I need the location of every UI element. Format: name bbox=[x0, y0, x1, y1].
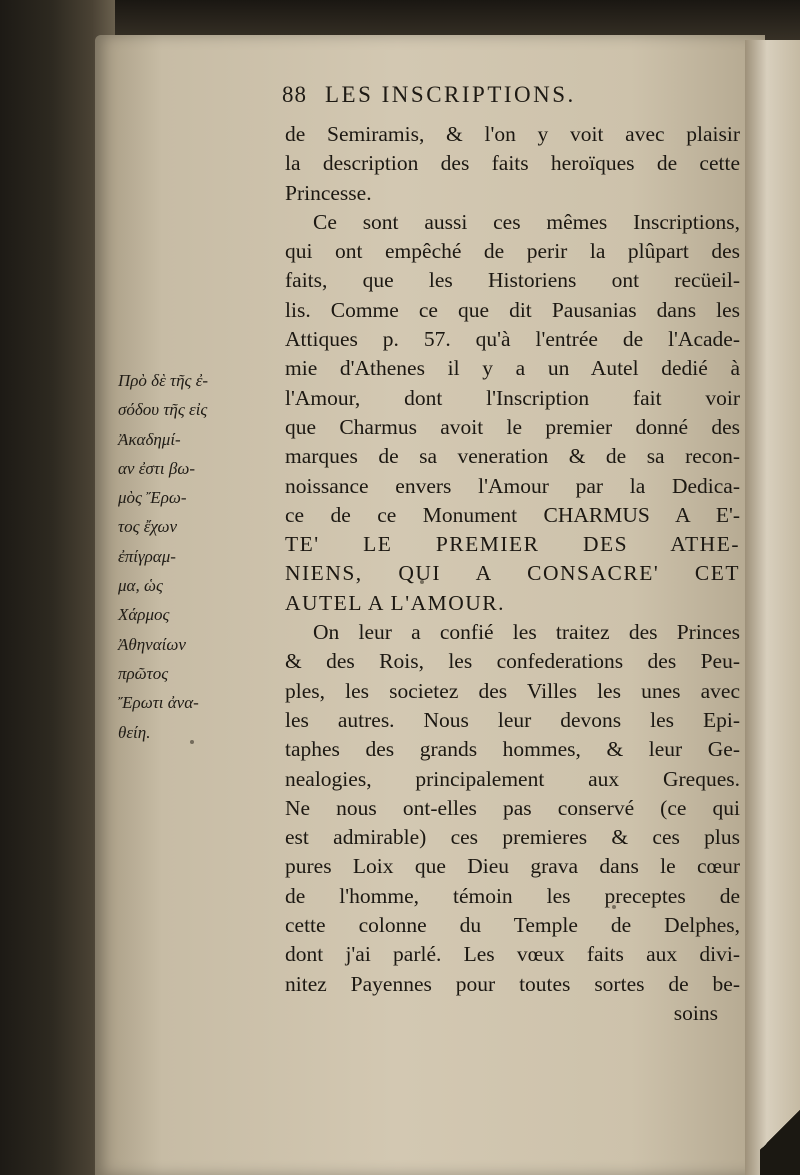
text-line: ce de ce Monument CHARMUS A E'- bbox=[285, 502, 740, 527]
margin-note-line: μὸς Ἔρω- bbox=[118, 488, 187, 508]
text-line: nitez Payennes pour toutes sortes de be- bbox=[285, 971, 740, 996]
margin-note-line: πρῶτος bbox=[118, 663, 169, 683]
text-line: dont j'ai parlé. Les vœux faits aux divi- bbox=[285, 942, 740, 967]
running-title: LES INSCRIPTIONS. bbox=[325, 82, 576, 107]
text-line: est admirable) ces premieres & ces plus bbox=[285, 825, 740, 850]
text-line: de Semiramis, & l'on y voit avec plaisir bbox=[285, 122, 740, 146]
text-line: TE' LE PREMIER DES ATHE- bbox=[285, 532, 740, 557]
margin-note-line: τος ἔχων bbox=[118, 517, 178, 537]
margin-note-line: αν ἐστι βω- bbox=[118, 458, 195, 478]
text-line: nealogies, principalement aux Greques. bbox=[285, 766, 740, 791]
main-text-block bbox=[285, 120, 740, 1028]
margin-note-line: Χάρμος bbox=[118, 605, 170, 625]
text-line: que Charmus avoit le premier donné des bbox=[285, 414, 740, 439]
page-corner-shadow bbox=[760, 1085, 800, 1175]
text-line: marques de sa veneration & de sa recon- bbox=[285, 444, 740, 469]
text-line: l'Amour, dont l'Inscription fait voir bbox=[285, 385, 740, 410]
margin-note-line: Ἔρωτι ἀνα- bbox=[118, 693, 199, 713]
margin-note-line: μα, ὡς bbox=[118, 576, 163, 596]
page-edge bbox=[745, 40, 800, 1175]
text-line: taphes des grands hommes, & leur Ge- bbox=[285, 737, 740, 762]
text-line: lis. Comme ce que dit Pausanias dans les bbox=[285, 297, 740, 322]
text-line: Ce sont aussi ces mêmes Inscriptions, bbox=[313, 209, 740, 234]
margin-note-line: ἐπίγραμ- bbox=[118, 546, 176, 566]
text-line: noissance envers l'Amour par la Dedica- bbox=[285, 473, 740, 498]
margin-note-line: Πρὸ δὲ τῆς ἐ- bbox=[118, 371, 209, 390]
text-line: la description des faits heroïques de cette bbox=[285, 151, 740, 176]
text-line: On leur a confié les traitez des Princes bbox=[313, 620, 740, 645]
catchword: soins bbox=[673, 1000, 718, 1025]
text-line: Princesse. bbox=[285, 180, 372, 205]
text-line: les autres. Nous leur devons les Epi- bbox=[285, 707, 740, 732]
text-line: AUTEL A L'AMOUR. bbox=[285, 590, 505, 615]
text-line: Ne nous ont-elles pas conservé (ce qui bbox=[285, 795, 740, 820]
text-line: NIENS, QUI A CONSACRE' CET bbox=[285, 561, 740, 586]
text-line: pures Loix que Dieu grava dans le cœur bbox=[285, 854, 740, 879]
margin-note-line: θείη. bbox=[118, 722, 151, 742]
running-header bbox=[282, 82, 576, 108]
text-line: & des Rois, les confederations des Peu- bbox=[285, 649, 740, 674]
text-line: cette colonne du Temple de Delphes, bbox=[285, 913, 740, 938]
margin-note-line: Ἀκαδημί- bbox=[118, 429, 181, 449]
text-line: mie d'Athenes il y a un Autel dedié à bbox=[285, 356, 740, 381]
text-line: qui ont empêché de perir la plûpart des bbox=[285, 239, 740, 264]
margin-note-line: σόδου τῆς εἰς bbox=[118, 400, 208, 420]
text-line: de l'homme, témoin les preceptes de bbox=[285, 883, 740, 908]
greek-margin-note bbox=[118, 366, 273, 747]
margin-note-line: Ἀθηναίων bbox=[118, 634, 186, 654]
text-line: ples, les societez des Villes les unes avec bbox=[285, 678, 740, 703]
page-number: 88 bbox=[282, 82, 307, 107]
text-line: faits, que les Historiens ont recüeil- bbox=[285, 268, 740, 293]
text-line: Attiques p. 57. qu'à l'entrée de l'Acade- bbox=[285, 327, 740, 352]
